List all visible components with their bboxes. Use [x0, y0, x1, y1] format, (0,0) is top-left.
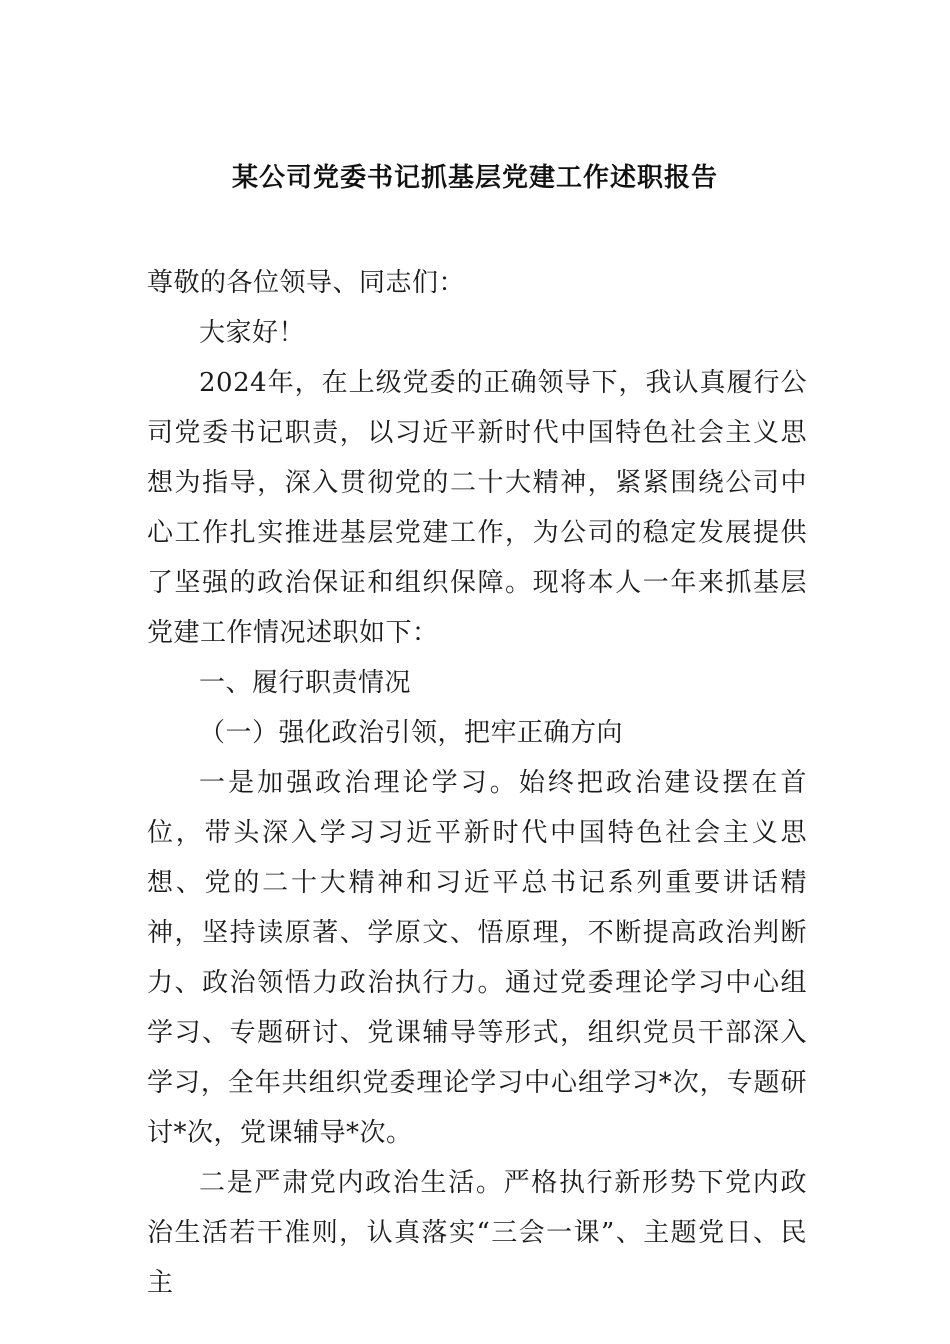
- salutation: 尊敬的各位领导、同志们：: [147, 268, 466, 298]
- section-heading: 一、履行职责情况: [199, 668, 412, 698]
- intro-paragraph: 2024年，在上级党委的正确领导下，我认真履行公司党委书记职责，以习近平新时代中国特色社会主义思想为指导，深入贯彻党的二十大精神，紧紧围绕公司中心工作扎实推进基层党建工作，为公司的稳定发展提供了坚强的政治保证和组织保障。现将本人一年来抓基层党建工作情况述职如下：: [147, 368, 807, 648]
- body-paragraph-party-life: 二是严肃党内政治生活。严格执行新形势下党内政治生活若干准则，认真落实“三会一课”、主题党日、民主: [147, 1168, 807, 1298]
- subsection-heading: （一）强化政治引领，把牢正确方向: [199, 718, 624, 748]
- body-paragraph-political-study: 一是加强政治理论学习。始终把政治建设摆在首位，带头深入学习习近平新时代中国特色社会主义思想、党的二十大精神和习近平总书记系列重要讲话精神，坚持读原著、学原文、悟原理，不断提高政治判断力、政治领悟力政治执行力。通过党委理论学习中心组学习、专题研讨、党课辅导等形式，组织党员干部深入学习，全年共组织党委理论学习中心组学习*次，专题研讨*次，党课辅导*次。: [147, 768, 807, 1148]
- greeting: 大家好！: [199, 318, 306, 348]
- document-title: 某公司党委书记抓基层党建工作述职报告: [231, 163, 718, 193]
- document-body: [147, 258, 807, 1308]
